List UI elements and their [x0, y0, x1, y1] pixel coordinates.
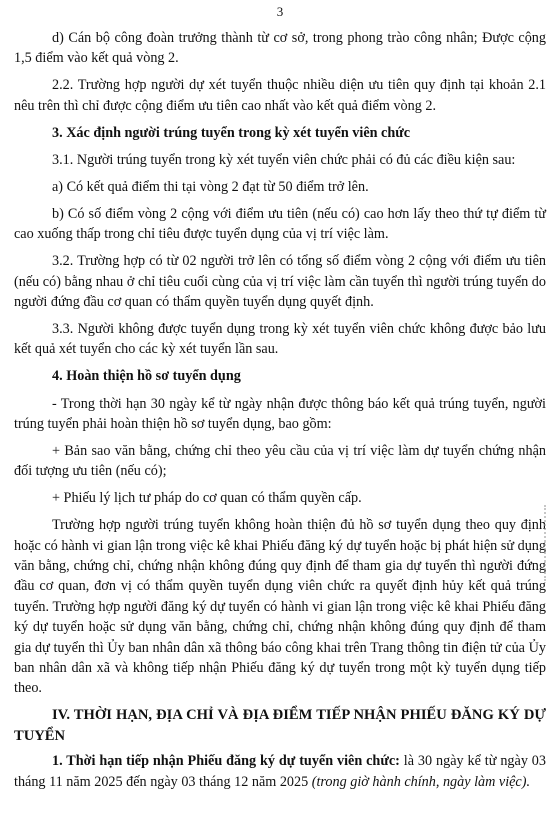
section-heading-4: 4. Hoàn thiện hồ sơ tuyển dụng — [52, 368, 241, 385]
paragraph-iv-1-lead: 1. Thời hạn tiếp nhận Phiếu đăng ký dự tuyển viên chức: — [52, 753, 400, 770]
paragraph-4-4: Trường hợp người trúng tuyển không hoàn thiện đủ hồ sơ tuyển dụng theo quy định hoặc có hành vi gian lận trong việc kê khai Phiếu đăng ký dự tuyển hoặc bị phát hiện sử dụng văn bằng, chứng chỉ, chứng nhận không đúng quy định để tham gia dự tuyển thì người đứng đầu cơ quan, đơn vị có thẩm quyền tuyển dụng viên chức ra quyết định hủy kết quả trúng tuyển. Trường hợp người đăng ký dự tuyển có hành vi gian lận trong việc kê khai Phiếu đăng ký dự tuyển hoặc sử dụng văn bằng, chứng chỉ, chứng nhận không đúng quy định để tham gia dự tuyển thì Ủy ban nhân dân xã thông báo công khai trên Trang thông tin điện tử của Ủy ban nhân dân xã và không tiếp nhận Phiếu đăng ký dự tuyển trong một kỳ tuyển dụng tiếp theo. — [14, 517, 546, 697]
paragraph-3-1: 3.1. Người trúng tuyển trong kỳ xét tuyển viên chức phải có đủ các điều kiện sau: — [52, 152, 516, 169]
paragraph-2-2: 2.2. Trường hợp người dự xét tuyển thuộc nhiều diện ưu tiên quy định tại khoản 2.1 nêu trên thì chỉ được cộng điểm ưu tiên cao nhất vào kết quả điểm vòng 2. — [14, 77, 546, 114]
stamp-edge-mark — [544, 505, 560, 581]
paragraph-3-2: 3.2. Trường hợp có từ 02 người trở lên có tổng số điểm vòng 2 cộng với điểm ưu tiên (nếu có) bằng nhau ở chỉ tiêu cuối cùng của vị trí việc làm cần tuyển thì người trúng tuyển do người đứng đầu cơ quan có thẩm quyền tuyển dụng quyết định. — [14, 253, 546, 310]
paragraph-4-1: - Trong thời hạn 30 ngày kể từ ngày nhận được thông báo kết quả trúng tuyển, người trúng tuyển phải hoàn thiện hồ sơ tuyển dụng, bao gồm: — [14, 395, 546, 432]
section-heading-iv: IV. THỜI HẠN, ĐỊA CHỈ VÀ ĐỊA ĐIỂM TIẾP NHẬN PHIẾU ĐĂNG KÝ DỰ TUYỂN — [14, 707, 546, 744]
paragraph-4-3: + Phiếu lý lịch tư pháp do cơ quan có thẩm quyền cấp. — [52, 490, 362, 507]
paragraph-3-1-a: a) Có kết quả điểm thi tại vòng 2 đạt từ 50 điểm trở lên. — [52, 178, 369, 195]
paragraph-iv-1-italic: (trong giờ hành chính, ngày làm việc). — [311, 773, 531, 790]
paragraph-4-2: + Bản sao văn bằng, chứng chỉ theo yêu cầu của vị trí việc làm dự tuyển chứng nhận đối tượng ưu tiên (nếu có); — [14, 442, 546, 480]
paragraph-iv-1-text: là 30 ngày kể từ ngày 03 tháng 11 năm 2025 đến ngày 03 tháng 12 năm 2025 — [14, 753, 546, 790]
page-number: 3 — [276, 4, 284, 19]
paragraph-3-3: 3.3. Người không được tuyển dụng trong kỳ xét tuyển viên chức không được bảo lưu kết quả xét tuyển cho các kỳ xét tuyển lần sau. — [14, 320, 546, 358]
paragraph-iv-1 — [14, 751, 546, 792]
section-heading-3: 3. Xác định người trúng tuyển trong kỳ xét tuyển viên chức — [52, 124, 411, 141]
paragraph-3-1-b: b) Có số điểm vòng 2 cộng với điểm ưu tiên (nếu có) cao hơn lấy theo thứ tự điểm từ cao xuống thấp trong chỉ tiêu được tuyển dụng của vị trí việc làm. — [14, 205, 546, 243]
document-body — [14, 28, 546, 798]
paragraph-cong-doan: d) Cán bộ công đoàn trưởng thành từ cơ sở, trong phong trào công nhân; Được cộng 1,5 điểm vào kết quả vòng 2. — [14, 30, 546, 67]
